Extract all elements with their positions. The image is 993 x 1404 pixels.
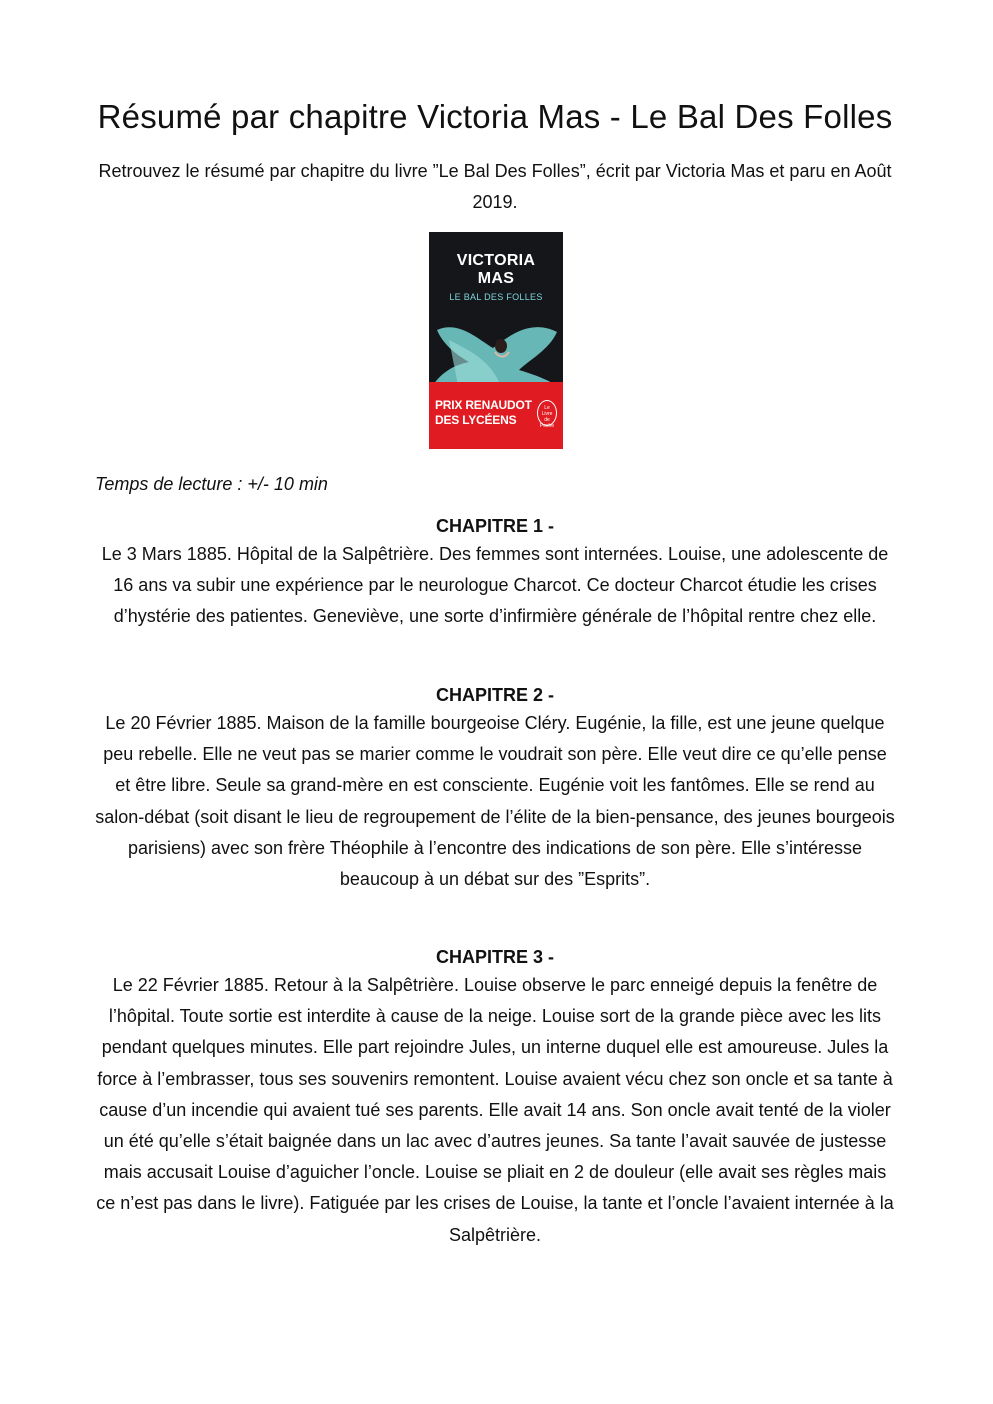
chapter-heading: CHAPITRE 3 - xyxy=(435,947,554,967)
publisher-line4: Poche xyxy=(539,423,555,429)
cover-author xyxy=(429,252,563,288)
cover-prize-line2: DES LYCÉENS xyxy=(435,413,517,427)
cover-book-title: LE BAL DES FOLLES xyxy=(449,292,543,302)
publisher-logo-icon xyxy=(537,400,557,429)
cover-prize-band xyxy=(429,382,563,449)
cover-prize-label xyxy=(435,398,532,428)
publisher-line1: Le xyxy=(544,405,550,411)
intro-paragraph: Retrouvez le résumé par chapitre du livre ”Le Bal Des Folles”, écrit par Victoria Mas et paru en Août 2019. xyxy=(98,161,892,212)
chapter-heading: CHAPITRE 1 - xyxy=(435,516,554,536)
book-cover-image xyxy=(429,232,563,449)
publisher-line3: de xyxy=(544,417,550,423)
cover-prize-line1: PRIX RENAUDOT xyxy=(435,398,532,412)
document-title: Résumé par chapitre Victoria Mas - Le Bal Des Folles xyxy=(97,98,893,135)
chapter-body: Le 3 Mars 1885. Hôpital de la Salpêtrière. Des femmes sont internées. Louise, une adolescente de 16 ans va subir une expérience par le neurologue Charcot. Ce docteur Charcot étudie les crises d’hystérie des patientes. Geneviève, une sorte d’infirmière générale de l’hôpital rentre chez elle. xyxy=(101,544,889,627)
chapter-body: Le 20 Février 1885. Maison de la famille bourgeoise Cléry. Eugénie, la fille, est une jeune quelque peu rebelle. Elle ne veut pas se marier comme le voudrait son père. Elle veut dire ce qu’elle pense et être libre. Seule sa grand-mère en est consciente. Eugénie voit les fantômes. Elle se rend au salon-débat (soit disant le lieu de regroupement de l’élite de la bien-pensance, des jeunes bourgeois parisiens) avec son frère Théophile à l’encontre des indications de son père. Elle s’intéresse beaucoup à un débat sur des ”Esprits”. xyxy=(95,713,895,890)
chapter-section xyxy=(95,944,895,1251)
cover-author-line1: VICTORIA xyxy=(456,252,536,269)
chapter-body: Le 22 Février 1885. Retour à la Salpêtrière. Louise observe le parc enneigé depuis la fenêtre de l’hôpital. Toute sortie est interdite à cause de la neige. Louise sort de la grande pièce avec les lits pendant quelques minutes. Elle part rejoindre Jules, un interne duquel elle est amoureuse. Jules la force à l’embrasser, tous ses souvenirs remontent. Louise avaient vécu chez son oncle et sa tante à cause d’un incendie qui avaient tué ses parents. Elle avait 14 ans. Son oncle avait tenté de la violer un été qu’elle s’était baignée dans un lac avec d’autres jeunes. Sa tante l’avait sauvée de justesse mais accusait Louise d’aguicher l’oncle. Louise se pliait en 2 de douleur (elle avait ses règles mais ce n’est pas dans le livre). Fatiguée par les crises de Louise, la tante et l’oncle l’avaient internée à la Salpêtrière. xyxy=(96,975,894,1245)
chapter-section xyxy=(95,682,895,895)
publisher-line2: Livre xyxy=(541,411,553,417)
cover-author-line2: MAS xyxy=(477,270,515,287)
dancer-illustration-icon xyxy=(429,310,563,390)
reading-time: Temps de lecture : +/- 10 min xyxy=(95,474,328,494)
chapter-heading: CHAPITRE 2 - xyxy=(435,685,554,705)
chapter-section xyxy=(95,513,895,633)
